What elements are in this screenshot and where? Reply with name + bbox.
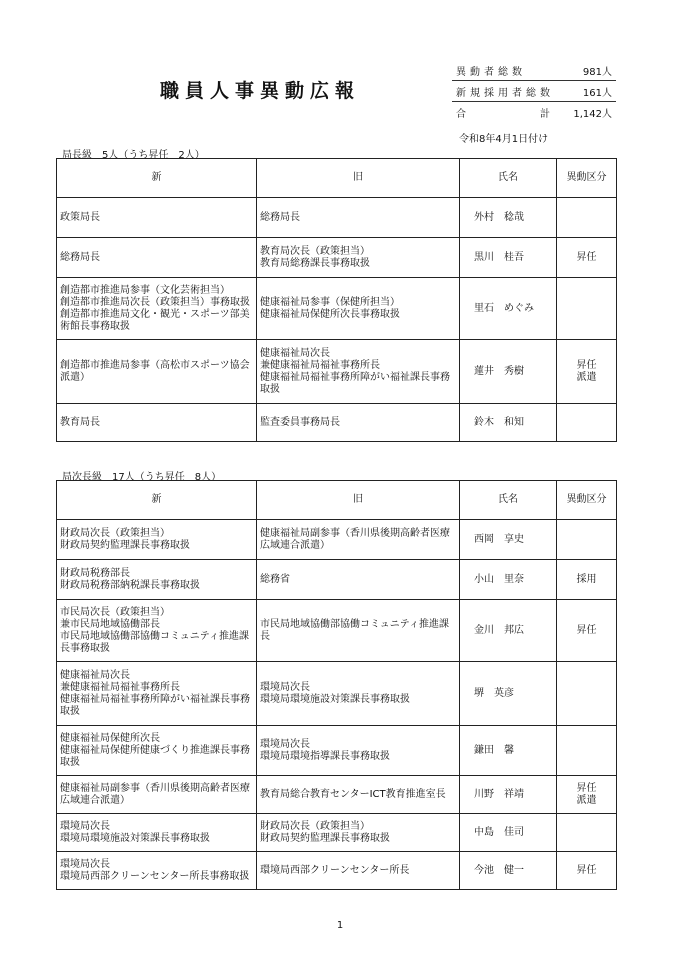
cell-old: 財政局次長（政策担当） 財政局契約監理課長事務取扱: [257, 814, 460, 852]
summary-table: [452, 60, 616, 122]
cell-new: 環境局次長 環境局西部クリーンセンター所長事務取扱: [57, 852, 257, 890]
cell-kind: 採用: [557, 560, 617, 600]
cell-name: 黒川 桂吾: [460, 238, 557, 278]
table-row: [57, 776, 617, 814]
cell-kind: [557, 404, 617, 442]
cell-old: 監査委員事務局長: [257, 404, 460, 442]
summary-row: [452, 81, 616, 102]
cell-new: 市民局次長（政策担当） 兼市民局地域協働部長 市民局地域協働部協働コミュニティ推進課長事務取扱: [57, 600, 257, 662]
header-old: 旧: [257, 159, 460, 198]
cell-kind: [557, 662, 617, 726]
cell-old: 総務局長: [257, 198, 460, 238]
header-kind: 異動区分: [557, 159, 617, 198]
cell-kind: 昇任: [557, 600, 617, 662]
cell-name: 鎌田 馨: [460, 726, 557, 776]
summary-label: 異動者総数: [452, 60, 566, 81]
cell-new: 教育局長: [57, 404, 257, 442]
header-new: 新: [57, 159, 257, 198]
cell-name: 蓮井 秀樹: [460, 340, 557, 404]
page-title: 職員人事異動広報: [160, 80, 361, 102]
header-name: 氏名: [460, 159, 557, 198]
cell-name: 金川 邦広: [460, 600, 557, 662]
table-row: [57, 726, 617, 776]
cell-new: 創造都市推進局参事（文化芸術担当） 創造都市推進局次長（政策担当）事務取扱 創造都市推進局文化・観光・スポーツ部美術館長事務取扱: [57, 278, 257, 340]
cell-name: 外村 稔哉: [460, 198, 557, 238]
cell-new: 健康福祉局保健所次長 健康福祉局保健所健康づくり推進課長事務取扱: [57, 726, 257, 776]
summary-value: 1,142人: [573, 108, 612, 120]
cell-new: 創造都市推進局参事（高松市スポーツ協会派遣）: [57, 340, 257, 404]
cell-new: 総務局長: [57, 238, 257, 278]
cell-new: 健康福祉局次長 兼健康福祉局福祉事務所長 健康福祉局福祉事務所障がい福祉課長事務取扱: [57, 662, 257, 726]
page-number: 1: [336, 920, 344, 931]
cell-kind: [557, 198, 617, 238]
header-old: 旧: [257, 481, 460, 520]
cell-new: 財政局次長（政策担当） 財政局契約監理課長事務取扱: [57, 520, 257, 560]
cell-old: 健康福祉局参事（保健所担当） 健康福祉局保健所次長事務取扱: [257, 278, 460, 340]
table-row: [57, 404, 617, 442]
header-kind: 異動区分: [557, 481, 617, 520]
table-row: [57, 340, 617, 404]
cell-kind: 昇任 派遣: [557, 776, 617, 814]
cell-kind: 昇任: [557, 238, 617, 278]
table-row: [57, 852, 617, 890]
summary-row: [452, 60, 616, 81]
cell-old: 環境局西部クリーンセンター所長: [257, 852, 460, 890]
cell-new: 財政局税務部長 財政局税務部納税課長事務取扱: [57, 560, 257, 600]
cell-old: 教育局総合教育センターICT教育推進室長: [257, 776, 460, 814]
summary-row: [452, 102, 616, 123]
cell-name: 堺 英彦: [460, 662, 557, 726]
cell-old: 教育局次長（政策担当） 教育局総務課長事務取扱: [257, 238, 460, 278]
table-row: [57, 600, 617, 662]
cell-name: 里石 めぐみ: [460, 278, 557, 340]
table-row: [57, 814, 617, 852]
table-header-row: [57, 481, 617, 520]
cell-kind: 昇任 派遣: [557, 340, 617, 404]
cell-name: 鈴木 和知: [460, 404, 557, 442]
cell-kind: 昇任: [557, 852, 617, 890]
cell-kind: [557, 278, 617, 340]
summary-value: 161人: [566, 81, 616, 102]
cell-new: 健康福祉局副参事（香川県後期高齢者医療広域連合派遣）: [57, 776, 257, 814]
director-table: [56, 158, 617, 442]
table-row: [57, 198, 617, 238]
header-new: 新: [57, 481, 257, 520]
table-row: [57, 238, 617, 278]
table-row: [57, 662, 617, 726]
cell-old: 環境局次長 環境局環境施設対策課長事務取扱: [257, 662, 460, 726]
summary-value: 981人: [566, 60, 616, 81]
cell-name: 中島 佳司: [460, 814, 557, 852]
table-header-row: [57, 159, 617, 198]
table-row: [57, 278, 617, 340]
cell-name: 川野 祥靖: [460, 776, 557, 814]
summary-label: 新規採用者総数: [452, 81, 566, 102]
header-name: 氏名: [460, 481, 557, 520]
deputy-table: [56, 480, 617, 890]
section-label-director: 局長級 5人（うち昇任 2人）: [62, 150, 205, 161]
cell-kind: [557, 520, 617, 560]
summary-label: 合 計: [456, 108, 554, 120]
cell-name: 今池 健一: [460, 852, 557, 890]
cell-name: 西岡 享史: [460, 520, 557, 560]
cell-old: 健康福祉局次長 兼健康福祉局福祉事務所長 健康福祉局福祉事務所障がい福祉課長事務取扱: [257, 340, 460, 404]
table-row: [57, 560, 617, 600]
cell-name: 小山 里奈: [460, 560, 557, 600]
cell-new: 政策局長: [57, 198, 257, 238]
effective-date: 令和8年4月1日付け: [459, 134, 549, 145]
cell-new: 環境局次長 環境局環境施設対策課長事務取扱: [57, 814, 257, 852]
section-label-deputy: 局次長級 17人（うち昇任 8人）: [62, 472, 222, 483]
cell-old: 環境局次長 環境局環境指導課長事務取扱: [257, 726, 460, 776]
cell-old: 健康福祉局副参事（香川県後期高齢者医療広域連合派遣）: [257, 520, 460, 560]
cell-old: 市民局地域協働部協働コミュニティ推進課長: [257, 600, 460, 662]
table-row: [57, 520, 617, 560]
cell-old: 総務省: [257, 560, 460, 600]
cell-kind: [557, 814, 617, 852]
cell-kind: [557, 726, 617, 776]
